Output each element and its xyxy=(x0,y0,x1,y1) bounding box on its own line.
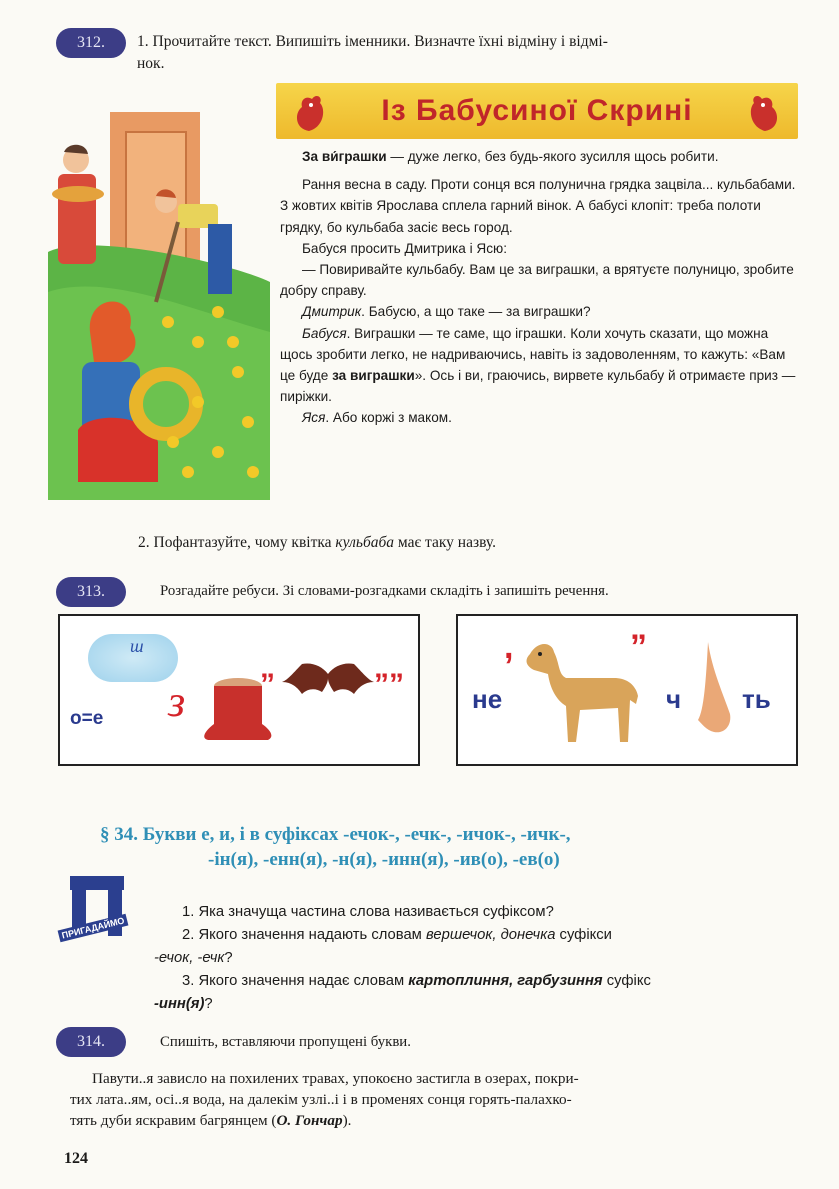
speaker-line: . Виграшки — те саме, що іграшки. Коли хочуть сказати, що можна щось зробити легко, не надриваючись, навіть із задоволенням, то кажуть: «Вам це буде xyxy=(280,325,786,384)
speaker-name: Яся xyxy=(302,410,326,426)
pryhadaimo-label: ПРИГАДАЙМО xyxy=(58,914,129,943)
definition-text: — дуже легко, без будь-якого зусилля щось робити. xyxy=(386,149,719,164)
exercise-instruction xyxy=(137,31,802,75)
rebus-letter-swap: о=е xyxy=(70,708,104,729)
rebus-letters-ne: не xyxy=(472,684,503,714)
instruction-line-2: нок. xyxy=(137,55,165,72)
rebus-box-2 xyxy=(456,614,798,766)
instruction-line-1: 1. Прочитайте текст. Випишіть іменники. Визначте їхні відміну і відмі- xyxy=(137,33,608,50)
exercise-instruction: Розгадайте ребуси. Зі словами-розгадками складіть і запишіть речення. xyxy=(160,583,609,599)
definition-term: За ви́грашки xyxy=(302,149,387,164)
review-question-2-cont: -ечок, -ечк? xyxy=(154,950,233,966)
exercise-line-3: тять дуби яскравим багрянцем (О. Гончар). xyxy=(70,1112,352,1129)
bold-phrase: за виграшки xyxy=(332,368,415,384)
speaker-name: Бабуся xyxy=(302,325,347,341)
story-paragraph: — Повиривайте кульбабу. Вам це за виграшки, а врятуєте полуницю, зробите добру справу. xyxy=(280,262,794,299)
question-2 xyxy=(138,532,798,554)
speaker-line: ». Ось і ви, граючись, вирвете кульбабу й отримаєте приз — пиріжки. xyxy=(280,368,796,405)
rebus-comma-marks: , xyxy=(504,628,514,666)
dog-icon xyxy=(520,634,644,746)
rebus-comma-marks: ”” xyxy=(374,668,404,701)
rebus-letter-z: з xyxy=(168,677,186,726)
page-number: 124 xyxy=(64,1150,88,1167)
exercise-line-1: Павути..я зависло на похилених травах, упокоєно застигла в озерах, покри- xyxy=(92,1070,579,1087)
nose-icon xyxy=(694,640,734,740)
rooster-icon xyxy=(290,91,328,133)
rebus-comma-marks: ” xyxy=(260,668,275,701)
exercise-line-2: тих лата..ям, осі..я вода, на далекім узлі..і і в променях сонця горять-палахко- xyxy=(70,1091,572,1108)
rebus-cloud-letter: ш xyxy=(130,636,144,656)
pryhadaimo-icon xyxy=(58,874,136,952)
speaker-line: . Бабусю, а що таке — за виграшки? xyxy=(361,304,591,320)
exercise-text xyxy=(70,1068,800,1131)
story-paragraph: Бабуся просить Дмитрика і Ясю: xyxy=(302,240,507,256)
review-question-1: 1. Яка значуща частина слова називається суфіксом? xyxy=(182,904,554,920)
exercise-instruction: Спишіть, вставляючи пропущені букви. xyxy=(160,1034,411,1050)
rebus-letters-t: ть xyxy=(742,684,771,714)
question-text: 2. Пофантазуйте, чому квітка xyxy=(138,534,336,551)
speaker-line: . Або коржі з маком. xyxy=(325,410,452,426)
rebus-letter-ch: ч xyxy=(666,684,682,714)
rebus-comma-marks: ” xyxy=(630,628,647,666)
question-text: має таку назву. xyxy=(394,534,496,551)
definition-paragraph xyxy=(280,146,800,167)
question-word: кульбаба xyxy=(335,534,395,551)
review-question-2: 2. Якого значення надають словам вершечок, донечка суфікси xyxy=(182,927,612,943)
children-garden-illustration xyxy=(48,112,270,500)
banner-iz-babusynoi-skryni xyxy=(276,83,798,139)
story-paragraph xyxy=(280,301,800,322)
exercise-number-badge: 312. xyxy=(56,28,126,58)
review-questions xyxy=(154,901,798,1016)
story-text xyxy=(280,146,800,429)
review-question-3-cont: -инн(я)? xyxy=(154,996,213,1012)
rebus-box-1 xyxy=(58,614,420,766)
exercise-number-badge: 314. xyxy=(56,1027,126,1057)
rooster-icon xyxy=(746,91,784,133)
section-heading-line-1: § 34. Букви е, и, і в суфіксах -ечок-, -ечк-, -ичок-, -ичк-, xyxy=(100,824,571,845)
story-paragraph xyxy=(280,323,800,408)
section-heading-line-2: -ін(я), -енн(я), -н(я), -инн(я), -ив(о), -ев(о) xyxy=(208,849,560,870)
section-heading xyxy=(100,824,800,871)
story-paragraph xyxy=(280,407,800,428)
banner-title: Із Бабусиної Скрині xyxy=(381,94,693,127)
story-paragraph: Рання весна в саду. Проти сонця вся полунична грядка зацвіла... кульбабами. З жовтих квітів Ярослава сплела гарний вінок. А бабусі клопіт: треба полоти грядку, бо кульбаба засіє весь город. xyxy=(280,177,796,235)
speaker-name: Дмитрик xyxy=(302,304,362,320)
review-question-3: 3. Якого значення надає словам картоплиння, гарбузиння суфікс xyxy=(182,973,651,989)
exercise-number-badge: 313. xyxy=(56,577,126,607)
bat-icon xyxy=(282,656,374,708)
